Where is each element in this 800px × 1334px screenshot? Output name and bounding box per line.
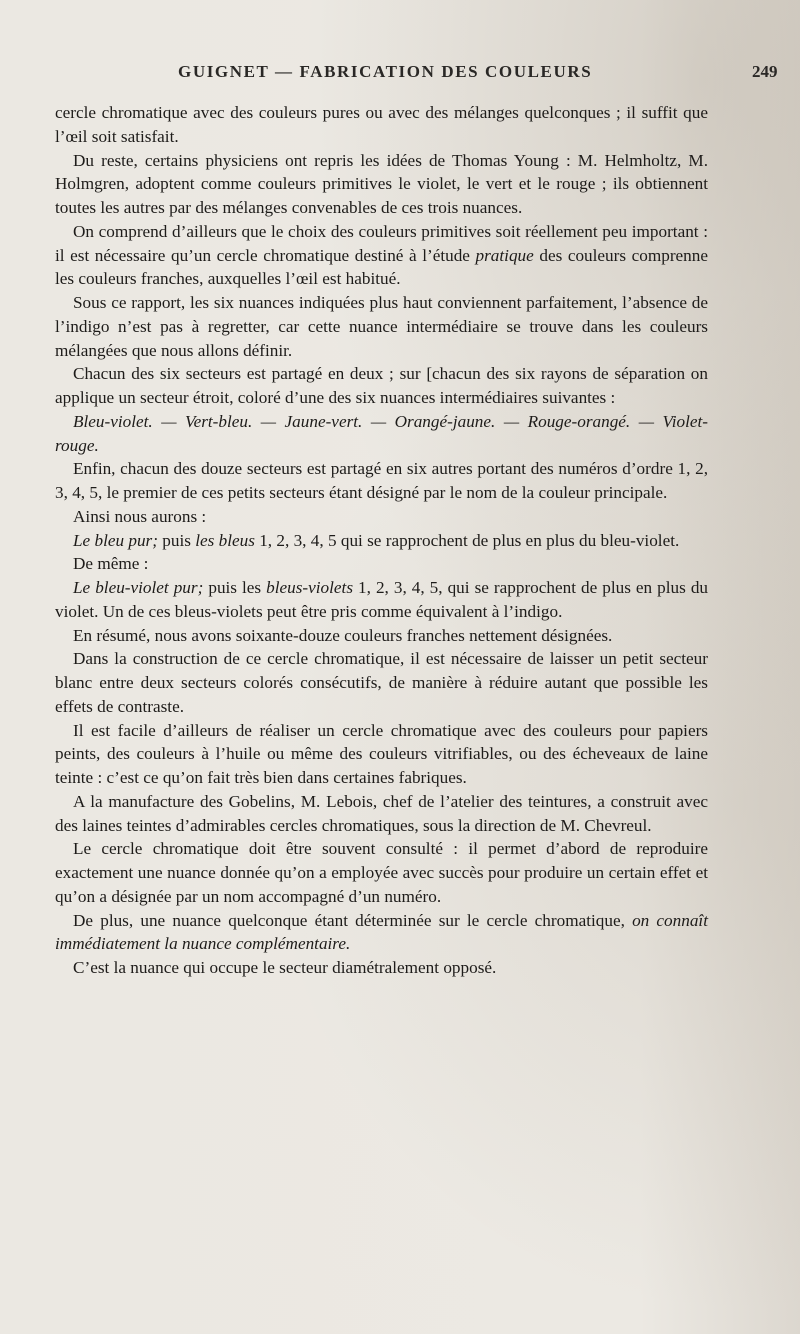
italic-text: Le bleu-violet pur; — [73, 578, 209, 597]
paragraph — [55, 291, 708, 362]
italic-text: on connaît immédiatement la nuance complémentaire. — [55, 910, 708, 954]
text-run: des couleurs comprenne les couleurs franches, auxquelles l’œil est habitué. — [55, 245, 708, 289]
text-run: Sous ce rapport, les six nuances indiquées plus haut conviennent parfaitement, l’absence de l’indigo n’est pas à regretter, car cette nuance intermédiaire se trouve dans les couleurs mélangées que nous allons définir. — [55, 293, 708, 360]
italic-text: pratique — [475, 245, 534, 265]
paragraph — [55, 719, 708, 790]
text-run: cercle chromatique avec des couleurs pures ou avec des mélanges quelconques ; il suffit que l’œil soit satisfait. — [55, 103, 708, 146]
page-number: 249 — [752, 62, 778, 81]
italic-text: les bleus — [195, 530, 255, 550]
text-run: De plus, une nuance quelconque étant déterminée sur le cercle chromatique, — [73, 910, 633, 930]
text-run: A la manufacture des Gobelins, M. Lebois, chef de l’atelier des teintures, a construit avec des laines teintes d’admirables cercles chromatiques, sous la direction de M. Chevreul. — [55, 791, 708, 835]
paragraph — [55, 956, 708, 980]
paragraph — [55, 790, 708, 838]
running-head-title: GUIGNET — FABRICATION DES COULEURS — [178, 62, 593, 81]
text-run: 1, 2, 3, 4, 5, qui se rapprochent de plus en plus du violet. Un de ces bleus-violets peut être pris comme équivalent à l’indigo. — [55, 578, 709, 621]
paragraph — [55, 529, 708, 553]
paragraph — [55, 362, 708, 410]
paragraph — [55, 220, 708, 291]
text-run: Dans la construction de ce cercle chromatique, il est nécessaire de laisser un petit secteur blanc entre deux secteurs colorés consécutifs, de manière à réduire autant que possible les effets de contraste. — [55, 649, 708, 716]
text-run: Chacun des six secteurs est partagé en deux ; sur [chacun des six rayons de séparation on applique un secteur étroit, coloré d’une des six nuances intermédiaires suivantes : — [55, 364, 708, 407]
paragraph — [55, 101, 708, 149]
italic-text: Bleu-violet. — Vert-bleu. — Jaune-vert. — Orangé-jaune. — Rouge-orangé. — Violet-rouge. — [55, 411, 708, 455]
italic-text: Le bleu pur; — [73, 530, 163, 550]
paragraph — [55, 576, 708, 624]
text-run: Le cercle chromatique doit être souvent consulté : il permet d’abord de reproduire exactement une nuance donnée qu’on a employée avec succès pour produire un certain effet et qu’on a désignée par un nom accompagné d’un numéro. — [55, 839, 708, 906]
paragraph — [55, 457, 708, 505]
text-run: puis — [162, 530, 196, 550]
paragraph — [55, 647, 708, 718]
paragraph — [55, 552, 708, 576]
text-run: De même : — [73, 554, 149, 574]
paragraph — [55, 909, 708, 957]
text-run: Du reste, certains physiciens ont repris les idées de Thomas Young : M. Helmholtz, M. Holmgren, adoptent comme couleurs primitives le violet, le vert et le rouge ; ils obtiennent toutes les autres par des mélanges convenables de ces trois nuances. — [55, 150, 708, 217]
paragraph — [55, 410, 708, 458]
text-run: Ainsi nous aurons : — [73, 506, 207, 526]
text-run: C’est la nuance qui occupe le secteur diamétralement opposé. — [73, 958, 497, 977]
paragraph — [55, 624, 708, 648]
italic-text: bleus-violets — [266, 578, 354, 597]
body-text — [55, 101, 708, 980]
paragraph — [55, 837, 708, 908]
paragraph — [55, 505, 708, 529]
text-run: On comprend d’ailleurs que le choix des couleurs primitives soit réellement peu important : il est nécessaire qu’un cercle chromatique destiné à l’étude — [55, 221, 708, 265]
text-run: 1, 2, 3, 4, 5 qui se rapprochent de plus en plus du bleu-violet. — [254, 530, 680, 550]
text-run: Enfin, chacun des douze secteurs est partagé en six autres portant des numéros d’ordre 1, 2, 3, 4, 5, le premier de ces petits secteurs étant désigné par le nom de la couleur principale. — [55, 459, 708, 502]
paragraph — [55, 149, 708, 220]
text-run: En résumé, nous avons soixante-douze couleurs franches nettement désignées. — [73, 625, 613, 645]
text-run: puis les — [208, 578, 267, 597]
text-run: Il est facile d’ailleurs de réaliser un cercle chromatique avec des couleurs pour papiers peints, des couleurs à l’huile ou même des couleurs vitrifiables, ou des écheveaux de laine teinte : c’est ce qu’on fait très bien dans certaines fabriques. — [55, 720, 708, 787]
